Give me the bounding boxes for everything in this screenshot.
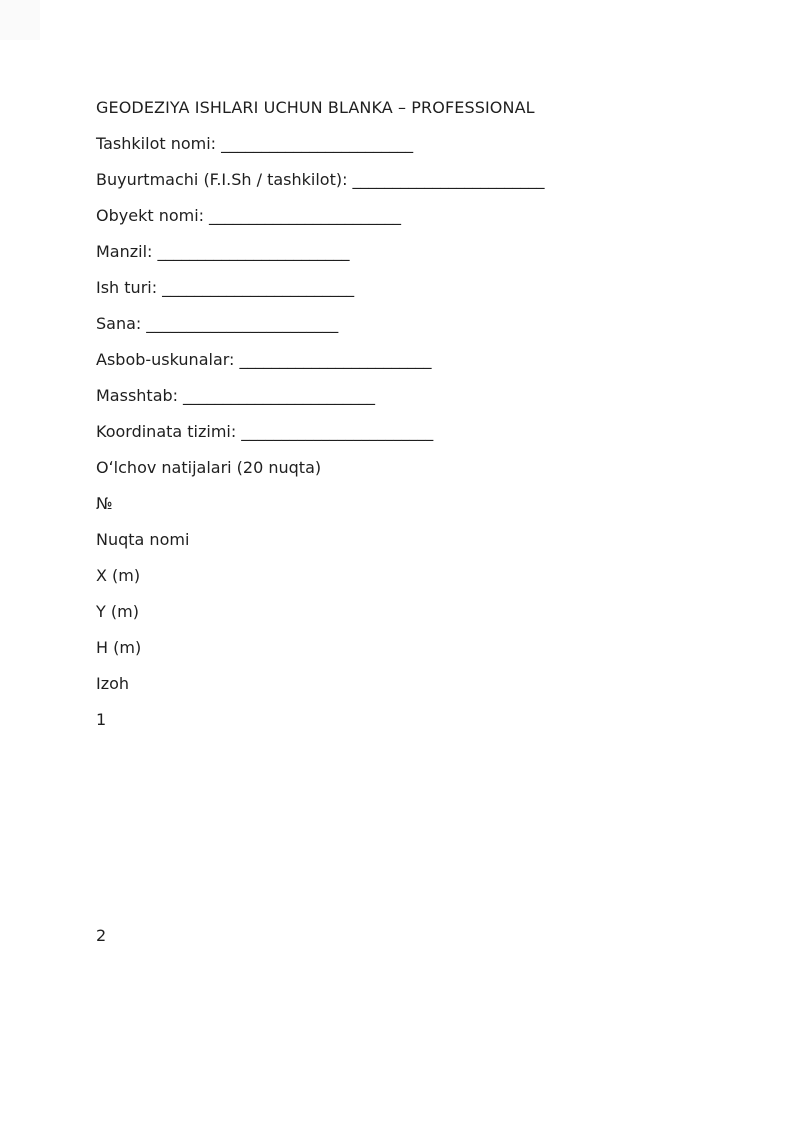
field-asbob-uskunalar: [96, 342, 704, 378]
field-buyurtmachi: [96, 162, 704, 198]
field-label: Koordinata tizimi:: [96, 422, 237, 441]
row-number-1: 1: [96, 710, 107, 729]
field-label: Obyekt nomi:: [96, 206, 205, 225]
row-number-2: 2: [96, 926, 107, 945]
field-label: Manzil:: [96, 242, 153, 261]
measurements-heading: Oʻlchov natijalari (20 nuqta): [96, 458, 322, 477]
column-header-nuqta-nomi: Nuqta nomi: [96, 530, 190, 549]
blank-line: [96, 738, 704, 774]
field-label: Masshtab:: [96, 386, 179, 405]
column-header-x: X (m): [96, 566, 141, 585]
field-label: Sana:: [96, 314, 142, 333]
column-header-h: H (m): [96, 638, 142, 657]
field-obyekt-nomi: [96, 198, 704, 234]
field-ish-turi: [96, 270, 704, 306]
column-header-izoh: Izoh: [96, 674, 130, 693]
field-label: Tashkilot nomi:: [96, 134, 217, 153]
field-blank-line: ________________________: [183, 386, 376, 405]
field-label: Asbob-uskunalar:: [96, 350, 235, 369]
field-blank-line: ________________________: [221, 134, 414, 153]
field-blank-line: ________________________: [162, 278, 355, 297]
column-header-y: Y (m): [96, 602, 139, 621]
document-title: GEODEZIYA ISHLARI UCHUN BLANKA – PROFESSIONAL: [96, 98, 535, 117]
field-manzil: [96, 234, 704, 270]
field-blank-line: ________________________: [241, 422, 434, 441]
blank-line: [96, 774, 704, 810]
column-header-number: №: [96, 494, 113, 513]
blank-line: [96, 846, 704, 882]
field-blank-line: ________________________: [157, 242, 350, 261]
blank-line: [96, 810, 704, 846]
field-tashkilot-nomi: [96, 126, 704, 162]
field-sana: [96, 306, 704, 342]
field-masshtab: [96, 378, 704, 414]
blank-line: [96, 882, 704, 918]
field-blank-line: ________________________: [352, 170, 545, 189]
field-blank-line: ________________________: [146, 314, 339, 333]
field-label: Buyurtmachi (F.I.Sh / tashkilot):: [96, 170, 348, 189]
field-label: Ish turi:: [96, 278, 158, 297]
field-blank-line: ________________________: [239, 350, 432, 369]
field-koordinata-tizimi: [96, 414, 704, 450]
field-blank-line: ________________________: [209, 206, 402, 225]
